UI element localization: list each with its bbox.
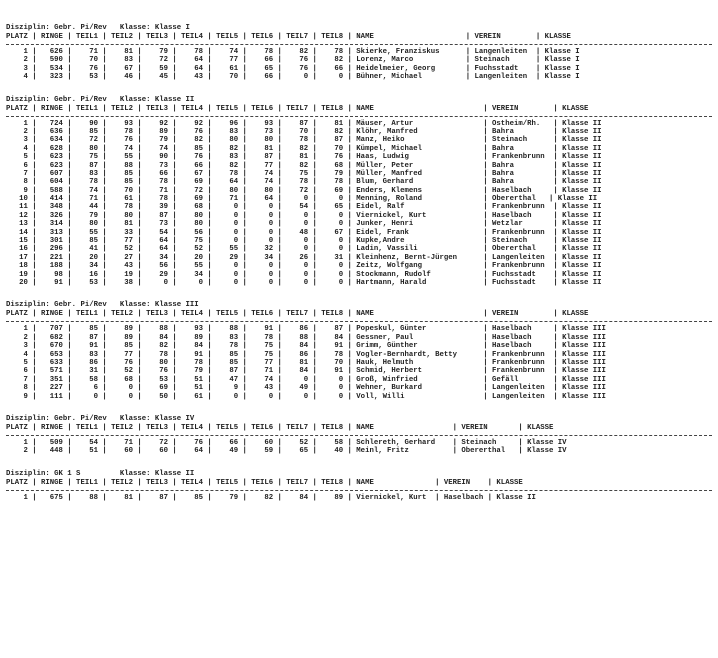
table-row: 5 | 633 | 86 | 76 | 80 | 78 | 85 | 77 | 81 | 70 | Hauk, Helmuth | Frankenbrunn | Klasse III xyxy=(6,358,606,367)
table-row: 17 | 221 | 20 | 27 | 34 | 20 | 29 | 34 | 26 | 31 | Kleinhenz, Bernt-Jürgen | Langenleiten | Klasse II xyxy=(6,253,602,262)
table-row: 1 | 724 | 90 | 93 | 92 | 92 | 96 | 93 | 87 | 81 | Mäuser, Artur | Ostheim/Rh. | Klasse II xyxy=(6,119,602,128)
table-header: PLATZ | RINGE | TEIL1 | TEIL2 | TEIL3 | TEIL4 | TEIL5 | TEIL6 | TEIL7 | TEIL8 | NAME | VEREIN | KLASSE xyxy=(6,478,523,487)
table-row: 2 | 448 | 51 | 60 | 60 | 64 | 49 | 59 | 65 | 40 | Meinl, Fritz | Obererthal | Klasse IV xyxy=(6,447,567,456)
table-row: 19 | 98 | 16 | 19 | 29 | 34 | 0 | 0 | 0 | 0 | Stockmann, Rudolf | Fuchsstadt | Klasse II xyxy=(6,270,602,279)
table-header: PLATZ | RINGE | TEIL1 | TEIL2 | TEIL3 | TEIL4 | TEIL5 | TEIL6 | TEIL7 | TEIL8 | NAME | VEREIN | KLASSE xyxy=(6,104,589,113)
result-section xyxy=(6,301,712,401)
table-header: PLATZ | RINGE | TEIL1 | TEIL2 | TEIL3 | TEIL4 | TEIL5 | TEIL6 | TEIL7 | TEIL8 | NAME | VEREIN | KLASSE xyxy=(6,33,571,41)
table-row: 1 | 675 | 88 | 81 | 87 | 85 | 79 | 82 | 84 | 89 | Viernickel, Kurt | Haselbach | Klasse II xyxy=(6,493,536,502)
table-header: PLATZ | RINGE | TEIL1 | TEIL2 | TEIL3 | TEIL4 | TEIL5 | TEIL6 | TEIL7 | TEIL8 | NAME | VEREIN | KLASSE xyxy=(6,310,589,319)
table-row: 2 | 682 | 87 | 89 | 84 | 89 | 83 | 78 | 88 | 84 | Gessner, Paul | Haselbach | Klasse III xyxy=(6,333,606,342)
table-row: 1 | 707 | 85 | 89 | 88 | 93 | 88 | 91 | 86 | 87 | Popeskul, Günter | Haselbach | Klasse III xyxy=(6,325,606,334)
table-row: 4 | 628 | 80 | 74 | 74 | 85 | 82 | 81 | 82 | 70 | Kümpel, Michael | Bahra | Klasse II xyxy=(6,144,602,153)
table-row: 8 | 227 | 6 | 0 | 69 | 51 | 9 | 43 | 49 | 0 | Wehner, Burkard | Langenleiten | Klasse III xyxy=(6,384,606,393)
discipline-line: Disziplin: Gebr. Pi/Rev Klasse: Klasse III xyxy=(6,301,199,310)
table-row: 14 | 313 | 55 | 33 | 54 | 56 | 0 | 0 | 48 | 67 | Eidel, Frank | Frankenbrunn | Klasse II xyxy=(6,228,602,237)
header-rule xyxy=(6,490,712,491)
discipline-line: Disziplin: Gebr. Pi/Rev Klasse: Klasse II xyxy=(6,95,195,104)
table-row: 2 | 590 | 70 | 83 | 72 | 64 | 77 | 66 | 76 | 82 | Lorenz, Marco | Steinach | Klasse I xyxy=(6,56,580,65)
table-row: 18 | 188 | 34 | 43 | 56 | 55 | 0 | 0 | 0 | 0 | Zeitz, Wolfgang | Frankenbrunn | Klasse II xyxy=(6,262,602,271)
result-section xyxy=(6,415,712,456)
header-rule xyxy=(6,435,712,436)
discipline-line: Disziplin: Gebr. Pi/Rev Klasse: Klasse I xyxy=(6,24,190,32)
table-row: 4 | 653 | 83 | 77 | 78 | 91 | 85 | 75 | 86 | 78 | Vogler-Bernhardt, Betty | Frankenbrunn | Klasse III xyxy=(6,350,606,359)
table-row: 7 | 607 | 83 | 85 | 66 | 67 | 78 | 74 | 75 | 79 | Müller, Manfred | Bahra | Klasse II xyxy=(6,169,602,178)
table-row: 8 | 604 | 78 | 85 | 78 | 69 | 64 | 74 | 78 | 78 | Blum, Gerhard | Bahra | Klasse II xyxy=(6,178,602,187)
table-row: 1 | 626 | 71 | 81 | 79 | 78 | 74 | 78 | 82 | 78 | Skierke, Franziskus | Langenleiten | Klasse I xyxy=(6,48,580,56)
table-row: 15 | 301 | 85 | 77 | 64 | 75 | 0 | 0 | 0 | 0 | Kupke,Andre | Steinach | Klasse II xyxy=(6,237,602,246)
table-row: 20 | 91 | 53 | 38 | 0 | 0 | 0 | 0 | 0 | 0 | Hartmann, Harald | Fuchsstadt | Klasse II xyxy=(6,278,602,287)
discipline-line: Disziplin: Gebr. Pi/Rev Klasse: Klasse IV xyxy=(6,414,195,423)
table-row: 11 | 348 | 44 | 78 | 39 | 68 | 0 | 0 | 54 | 65 | Eidel, Ralf | Frankenbrunn | Klasse II xyxy=(6,203,602,212)
header-rule xyxy=(6,44,712,45)
table-row: 16 | 296 | 41 | 52 | 64 | 52 | 55 | 32 | 0 | 0 | Ladin, Vassili | Obererthal | Klasse II xyxy=(6,245,602,254)
header-rule xyxy=(6,321,712,322)
table-row: 5 | 623 | 75 | 55 | 90 | 76 | 83 | 87 | 81 | 76 | Haas, Ludwig | Frankenbrunn | Klasse II xyxy=(6,153,602,162)
table-row: 9 | 111 | 0 | 0 | 50 | 61 | 0 | 0 | 0 | 0 | Voll, Willi | Langenleiten | Klasse III xyxy=(6,392,606,401)
table-row: 7 | 351 | 58 | 68 | 53 | 51 | 47 | 74 | 0 | 0 | Groß, Winfried | Gefäll | Klasse III xyxy=(6,375,606,384)
result-section xyxy=(6,24,712,82)
discipline-line: Disziplin: GK 1 S Klasse: Klasse II xyxy=(6,469,195,478)
table-row: 13 | 314 | 80 | 81 | 73 | 80 | 0 | 0 | 0 | 0 | Junker, Henri | Wetzlar | Klasse II xyxy=(6,220,602,229)
table-row: 6 | 623 | 87 | 88 | 73 | 66 | 82 | 77 | 82 | 68 | Müller, Peter | Bahra | Klasse II xyxy=(6,161,602,170)
table-row: 3 | 670 | 91 | 85 | 82 | 84 | 78 | 75 | 84 | 91 | Grimm, Günther | Haselbach | Klasse III xyxy=(6,342,606,351)
header-rule xyxy=(6,116,712,117)
result-section xyxy=(6,470,712,502)
table-row: 1 | 509 | 54 | 71 | 72 | 76 | 66 | 60 | 52 | 58 | Schlereth, Gerhard | Steinach | Klasse IV xyxy=(6,438,567,447)
table-header: PLATZ | RINGE | TEIL1 | TEIL2 | TEIL3 | TEIL4 | TEIL5 | TEIL6 | TEIL7 | TEIL8 | NAME | VEREIN | KLASSE xyxy=(6,423,554,432)
table-row: 4 | 323 | 53 | 46 | 45 | 43 | 70 | 66 | 0 | 0 | Bühner, Michael | Langenleiten | Klasse I xyxy=(6,73,580,82)
table-row: 10 | 414 | 71 | 61 | 78 | 69 | 71 | 64 | 0 | 0 | Menning, Roland | Obererthal | Klasse II xyxy=(6,195,598,204)
table-row: 12 | 326 | 79 | 80 | 87 | 80 | 0 | 0 | 0 | 0 | Viernickel, Kurt | Haselbach | Klasse II xyxy=(6,211,602,220)
results-document xyxy=(6,24,712,516)
table-row: 2 | 636 | 85 | 78 | 89 | 76 | 83 | 73 | 70 | 82 | Klöhr, Manfred | Bahra | Klasse II xyxy=(6,127,602,136)
table-row: 9 | 588 | 74 | 70 | 71 | 72 | 80 | 80 | 72 | 69 | Enders, Klemens | Haselbach | Klasse II xyxy=(6,186,602,195)
table-row: 3 | 534 | 76 | 67 | 59 | 64 | 61 | 65 | 76 | 66 | Heidelmeier, Georg | Fuchsstadt | Klasse I xyxy=(6,64,580,73)
result-section xyxy=(6,96,712,288)
table-row: 6 | 571 | 31 | 52 | 76 | 79 | 87 | 71 | 84 | 91 | Schmid, Herbert | Frankenbrunn | Klasse III xyxy=(6,367,606,376)
table-row: 3 | 634 | 72 | 76 | 79 | 82 | 80 | 80 | 78 | 87 | Manz, Heiko | Steinach | Klasse II xyxy=(6,136,602,145)
